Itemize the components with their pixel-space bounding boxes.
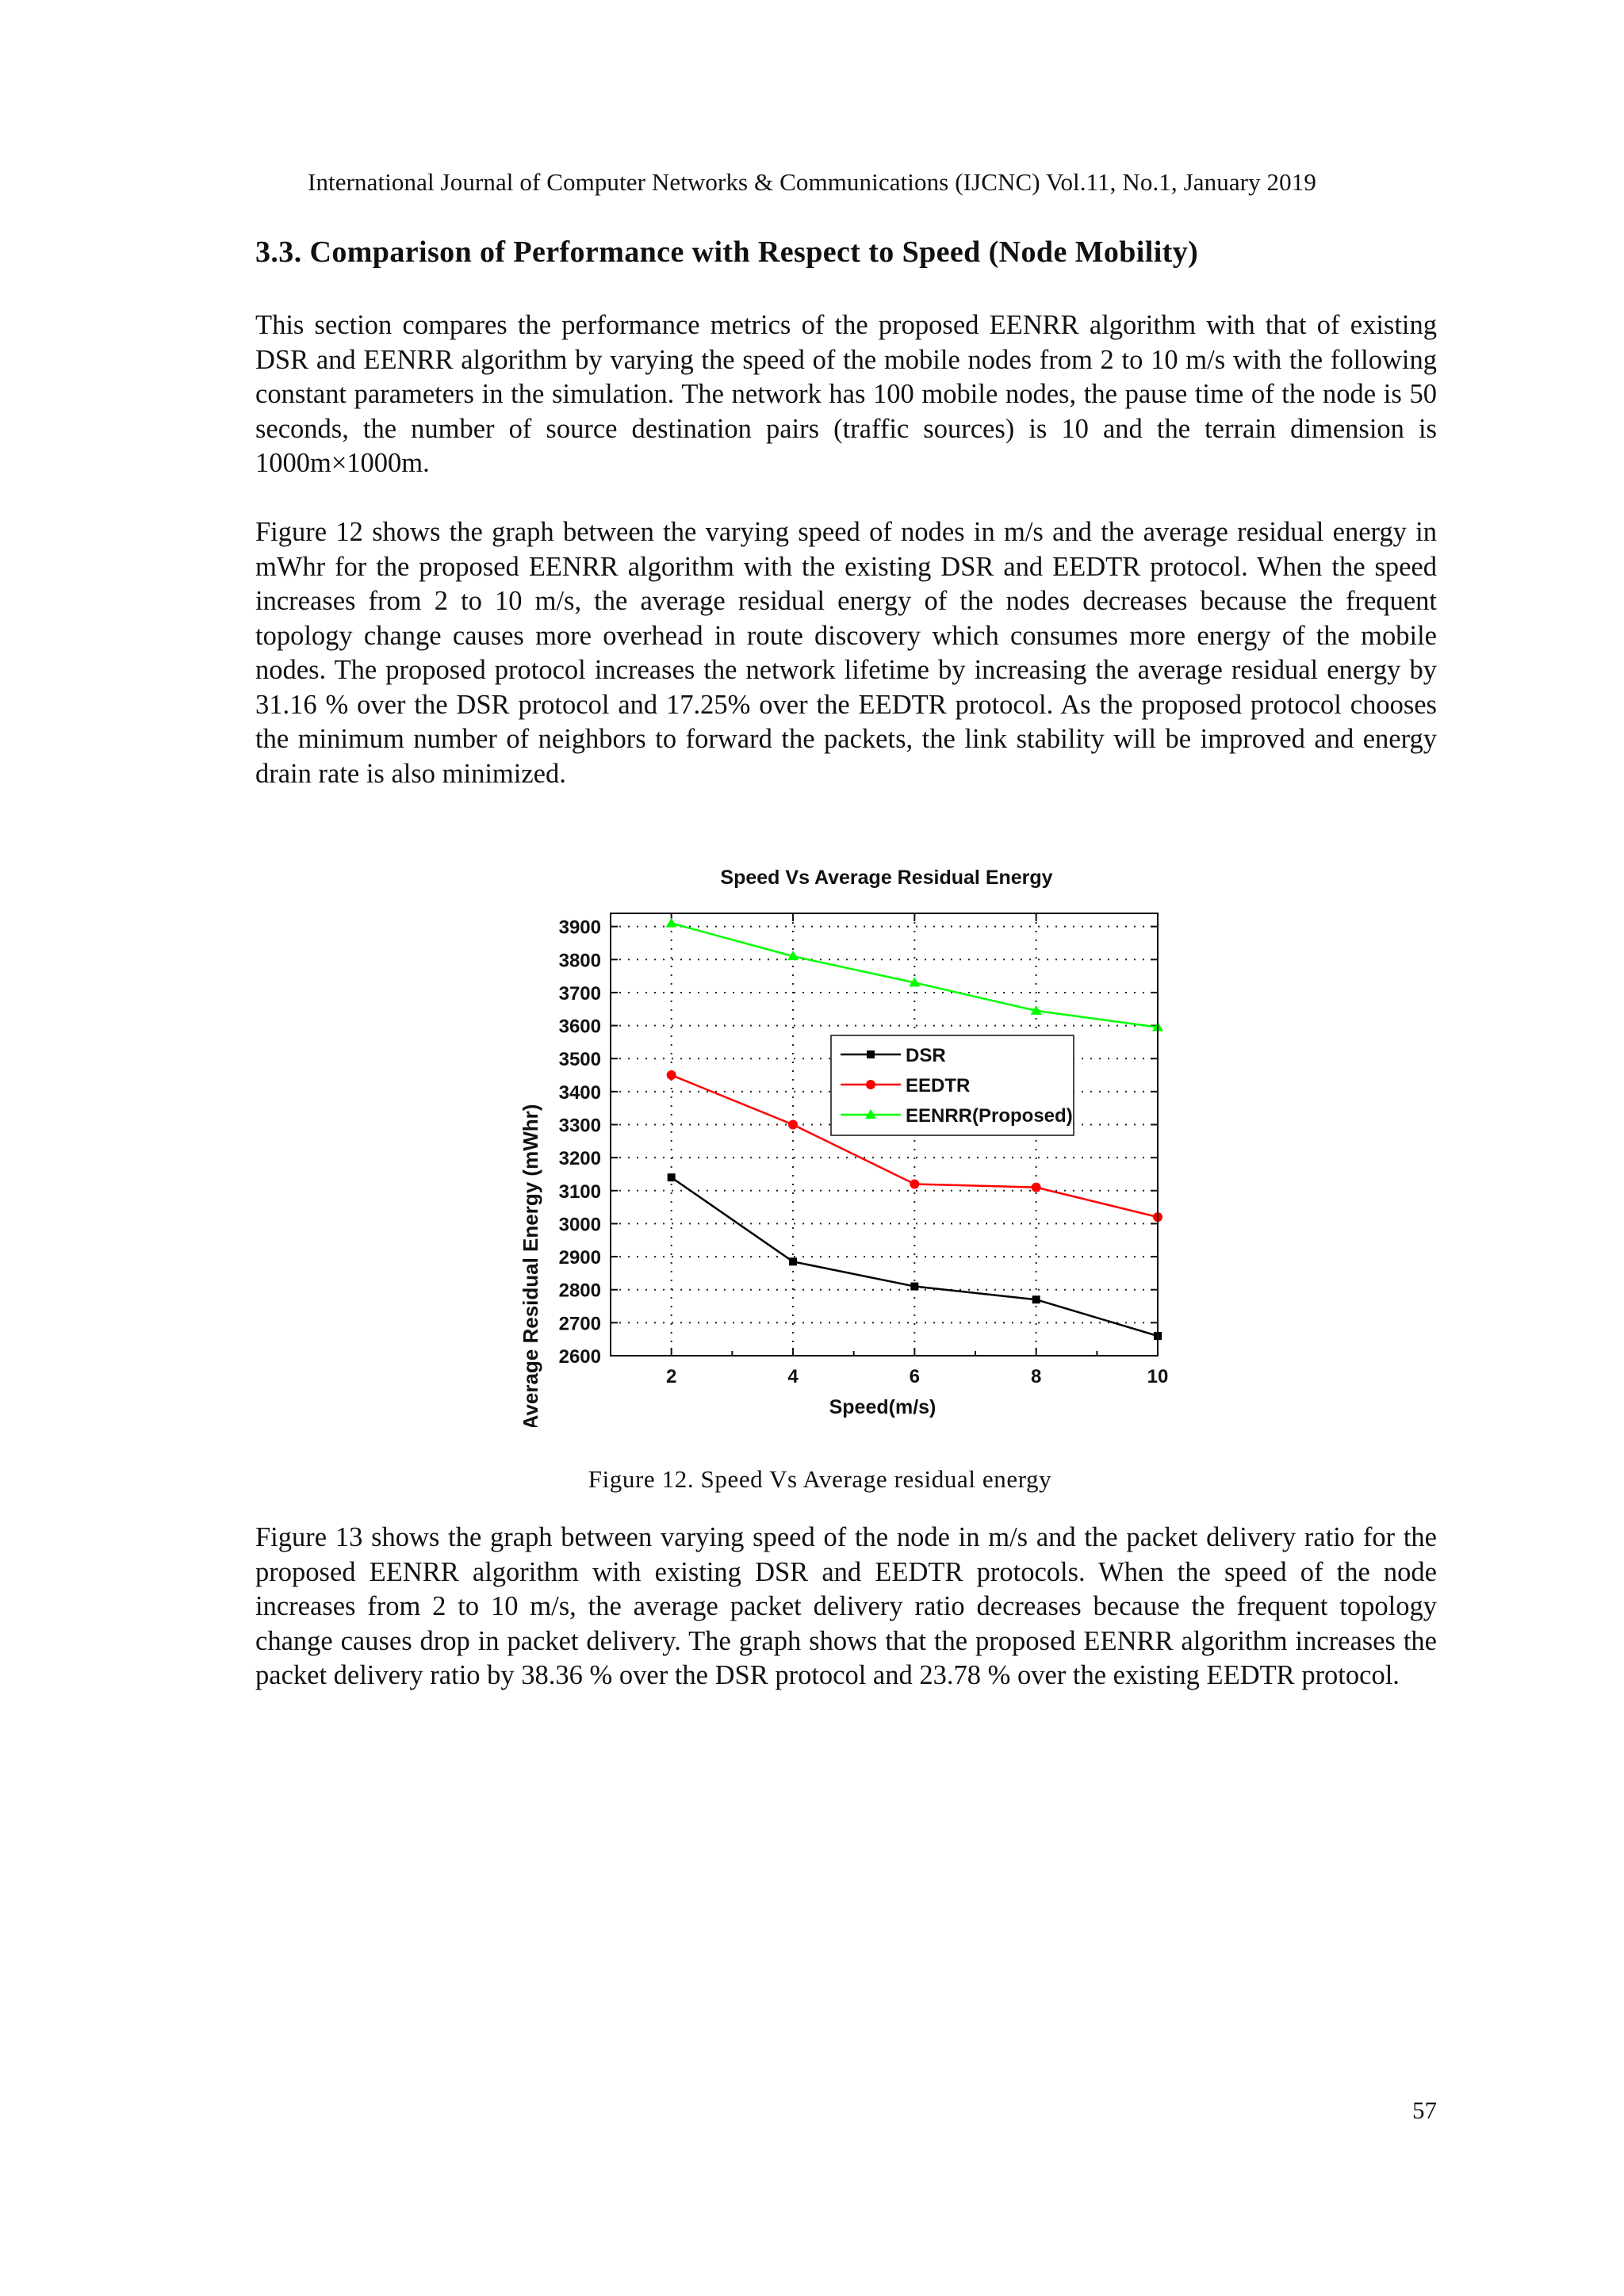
- figure-12: [508, 856, 1205, 1431]
- data-point-eenrr-proposed: [666, 917, 677, 927]
- x-axis-label: Speed(m/s): [829, 1396, 936, 1418]
- legend-marker: [866, 1080, 875, 1089]
- section-title: 3.3. Comparison of Performance with Respect to Speed (Node Mobility): [255, 235, 1199, 269]
- chart-title: Speed Vs Average Residual Energy: [720, 867, 1053, 889]
- y-tick-label: 3200: [558, 1148, 601, 1170]
- data-point-eedtr: [910, 1179, 919, 1188]
- tick-labels: [559, 917, 1169, 1387]
- y-tick-label: 3800: [558, 950, 601, 972]
- legend-label: EENRR(Proposed): [906, 1105, 1073, 1127]
- chart-legend: [831, 1035, 1074, 1135]
- data-point-dsr: [789, 1257, 797, 1265]
- y-tick-label: 2700: [558, 1313, 601, 1335]
- y-tick-label: 2600: [558, 1346, 601, 1368]
- figure-caption: Figure 12. Speed Vs Average residual energy: [588, 1465, 1052, 1493]
- legend-marker: [867, 1050, 875, 1058]
- y-tick-label: 3700: [558, 982, 601, 1004]
- paragraph-2: Figure 12 shows the graph between the varying speed of nodes in m/s and the average residual energy in mWhr for the proposed EENRR algorithm with the existing DSR and EEDTR protocol. When the speed increases from 2 to 10 m/s, the average residual energy of the nodes decreases because the frequent topology change causes more overhead in route discovery which consumes more energy of the mobile nodes. The proposed protocol increases the network lifetime by increasing the average residual energy by 31.16 % over the DSR protocol and 17.25% over the EEDTR protocol. As the proposed protocol chooses the minimum number of neighbors to forward the packets, the link stability will be improved and energy drain rate is also minimized.: [255, 517, 1437, 789]
- y-tick-label: 3900: [558, 916, 601, 939]
- y-tick-label: 3300: [558, 1115, 601, 1137]
- y-axis-label: Average Residual Energy (mWhr): [519, 1104, 542, 1427]
- line-chart: [508, 856, 1205, 1427]
- x-tick-label: 6: [909, 1366, 921, 1387]
- data-point-dsr: [668, 1173, 676, 1181]
- legend-label: EEDTR: [906, 1075, 971, 1096]
- y-tick-label: 3600: [558, 1016, 601, 1038]
- y-tick-label: 3400: [558, 1081, 601, 1104]
- data-point-eedtr: [1032, 1183, 1041, 1192]
- y-tick-label: 2900: [558, 1247, 601, 1269]
- page-number: 57: [1412, 2096, 1437, 2124]
- running-head: International Journal of Computer Networks & Communications (IJCNC) Vol.11, No.1, January 2019: [308, 168, 1316, 196]
- data-point-eedtr: [667, 1070, 676, 1080]
- x-tick-label: 4: [787, 1366, 799, 1387]
- legend-label: DSR: [906, 1045, 946, 1066]
- x-tick-label: 8: [1030, 1366, 1042, 1387]
- data-point-eedtr: [788, 1120, 798, 1130]
- y-tick-label: 2800: [558, 1280, 601, 1302]
- x-tick-label: 10: [1147, 1366, 1169, 1387]
- y-tick-label: 3100: [558, 1181, 601, 1203]
- y-tick-label: 3000: [558, 1214, 601, 1236]
- data-point-dsr: [910, 1283, 918, 1291]
- paragraph-1: This section compares the performance metrics of the proposed EENRR algorithm with that of existing DSR and EENRR algorithm by varying the speed of the mobile nodes from 2 to 10 m/s with the following constant parameters in the simulation. The network has 100 mobile nodes, the pause time of the node is 50 seconds, the number of source destination pairs (traffic sources) is 10 and the terrain dimension is 1000m×1000m.: [255, 310, 1437, 478]
- x-tick-label: 2: [665, 1366, 677, 1387]
- paragraph-3: Figure 13 shows the graph between varying speed of the node in m/s and the packet delivery ratio for the proposed EENRR algorithm with existing DSR and EEDTR protocols. When the speed of the node increases from 2 to 10 m/s, the average packet delivery ratio decreases because the frequent topology change causes drop in packet delivery. The graph shows that the proposed EENRR algorithm increases the packet delivery ratio by 38.36 % over the DSR protocol and 23.78 % over the existing EEDTR protocol.: [255, 1522, 1437, 1690]
- y-tick-label: 3500: [558, 1049, 601, 1071]
- data-point-dsr: [1032, 1295, 1040, 1303]
